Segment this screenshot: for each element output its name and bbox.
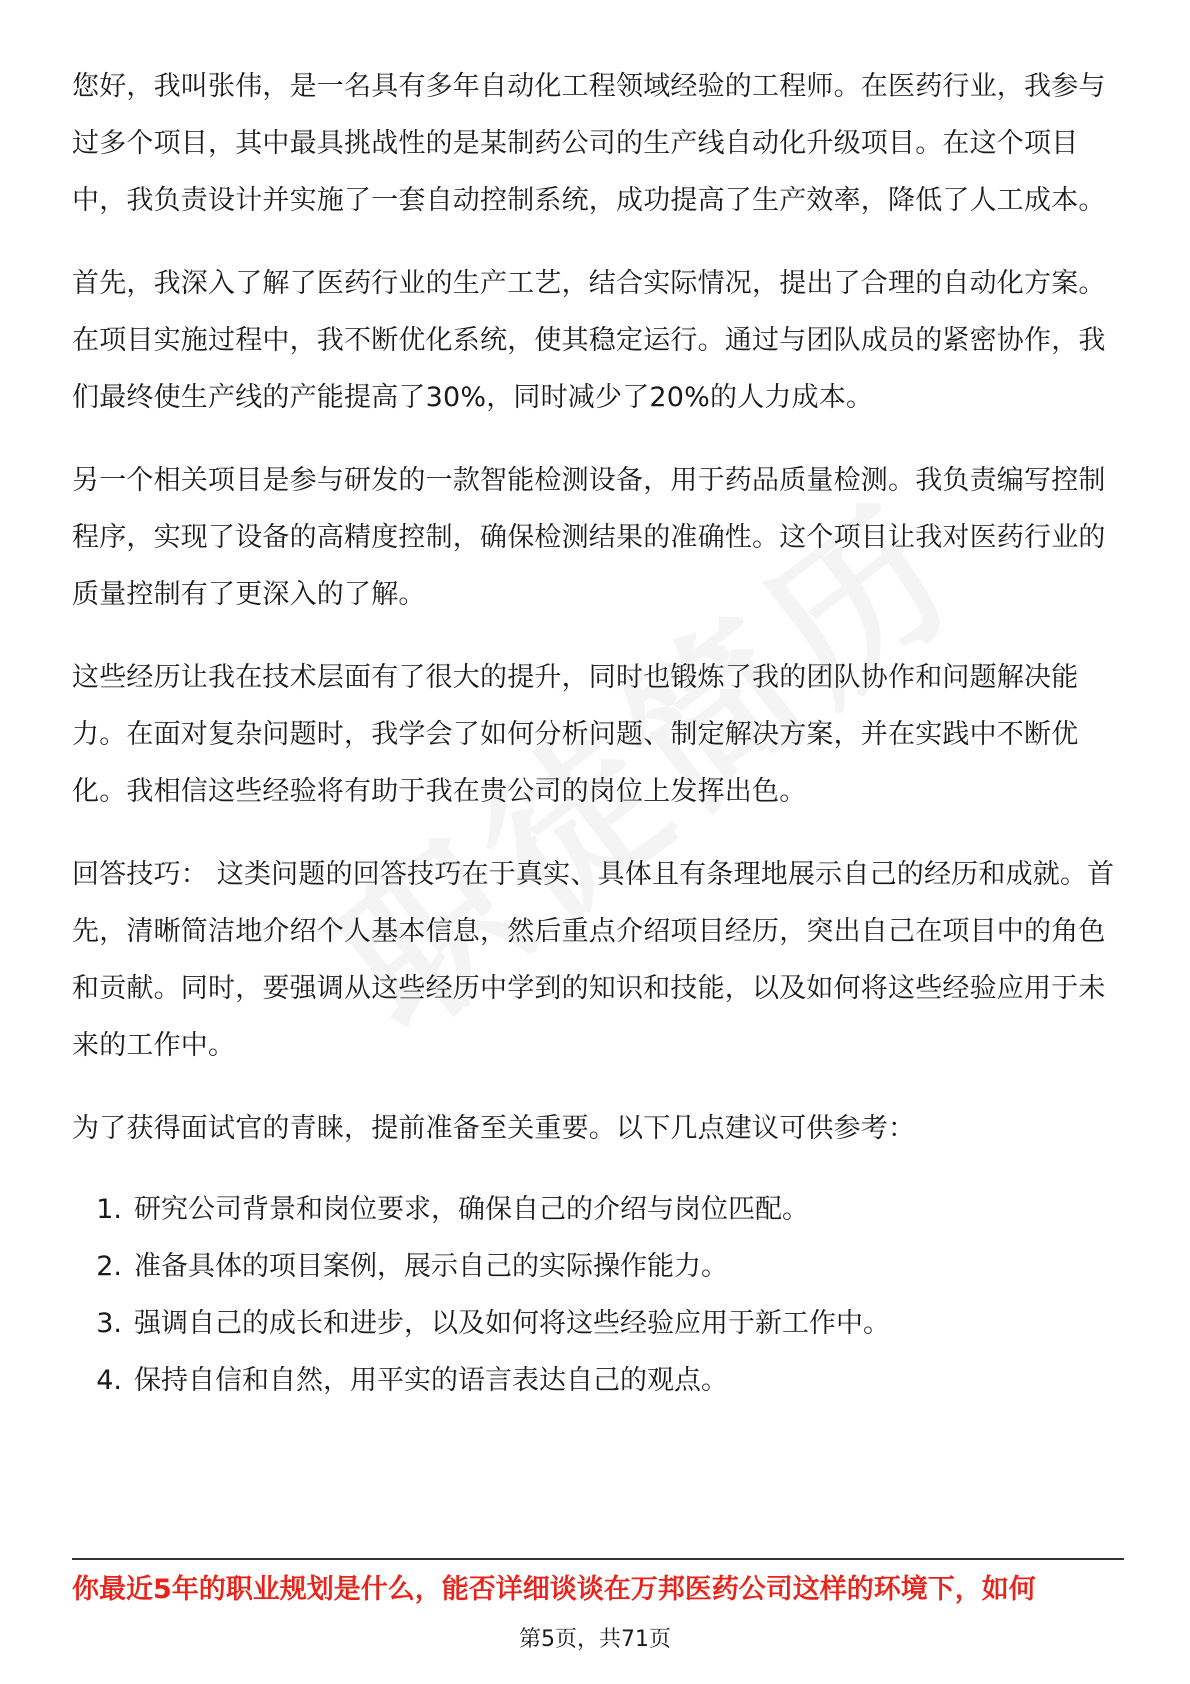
list-item-number: 4.: [96, 1365, 122, 1396]
list-item-text: 准备具体的项目案例，展示自己的实际操作能力。: [134, 1251, 728, 1282]
tips-list: [72, 1181, 1122, 1409]
list-item-text: 保持自信和自然，用平实的语言表达自己的观点。: [134, 1365, 728, 1396]
next-question-heading: 你最近5年的职业规划是什么，能否详细谈谈在万邦医药公司这样的环境下，如何: [72, 1574, 1036, 1605]
list-item-text: 强调自己的成长和进步，以及如何将这些经验应用于新工作中。: [134, 1308, 890, 1339]
paragraph-summary: 这些经历让我在技术层面有了很大的提升，同时也锻炼了我的团队协作和问题解决能力。在面对复杂问题时，我学会了如何分析问题、制定解决方案，并在实践中不断优化。我相信这些经验将有助于我在贵公司的岗位上发挥出色。: [72, 662, 1079, 807]
paragraph-second-project: 另一个相关项目是参与研发的一款智能检测设备，用于药品质量检测。我负责编写控制程序，实现了设备的高精度控制，确保检测结果的准确性。这个项目让我对医药行业的质量控制有了更深入的了解。: [72, 465, 1106, 610]
document-body: [72, 58, 1122, 1411]
list-item: [72, 1238, 1122, 1295]
list-item-text: 研究公司背景和岗位要求，确保自己的介绍与岗位匹配。: [134, 1194, 809, 1225]
paragraph-intro: 您好，我叫张伟，是一名具有多年自动化工程领域经验的工程师。在医药行业，我参与过多个项目，其中最具挑战性的是某制药公司的生产线自动化升级项目。在这个项目中，我负责设计并实施了一套自动控制系统，成功提高了生产效率，降低了人工成本。: [72, 71, 1106, 216]
list-item-number: 2.: [96, 1251, 122, 1282]
paragraph-answer-tips: 回答技巧： 这类问题的回答技巧在于真实、具体且有条理地展示自己的经历和成就。首先，清晰简洁地介绍个人基本信息，然后重点介绍项目经历，突出自己在项目中的角色和贡献。同时，要强调从这些经历中学到的知识和技能，以及如何将这些经验应用于未来的工作中。: [72, 859, 1115, 1061]
list-item-number: 1.: [96, 1194, 122, 1225]
paragraph-first-project: 首先，我深入了解了医药行业的生产工艺，结合实际情况，提出了合理的自动化方案。在项目实施过程中，我不断优化系统，使其稳定运行。通过与团队成员的紧密协作，我们最终使生产线的产能提高了30%，同时减少了20%的人力成本。: [72, 268, 1106, 413]
list-item: [72, 1295, 1122, 1352]
list-item: [72, 1352, 1122, 1409]
list-item: [72, 1181, 1122, 1238]
paragraph-preparation-intro: 为了获得面试官的青睐，提前准备至关重要。以下几点建议可供参考：: [72, 1113, 916, 1144]
section-divider: [72, 1558, 1124, 1560]
page-number: 第5页，共71页: [519, 1627, 671, 1652]
list-item-number: 3.: [96, 1308, 122, 1339]
